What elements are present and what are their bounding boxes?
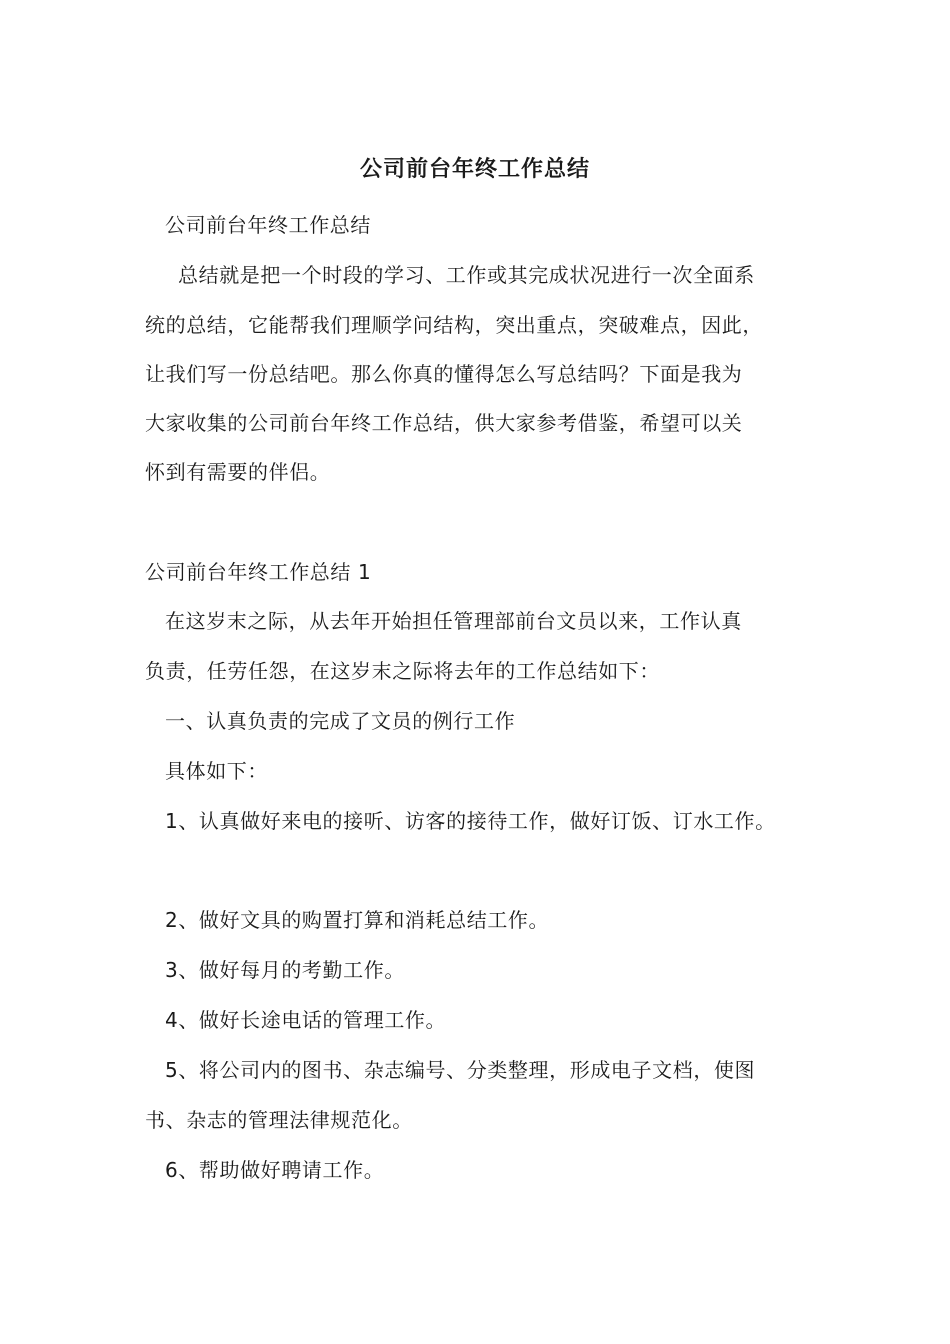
list-item: 4、做好长途电话的管理工作。: [165, 1008, 447, 1032]
intro-line-3: 让我们写一份总结吧。那么你真的懂得怎么写总结吗？下面是我为: [145, 362, 743, 386]
intro-line-2: 统的总结，它能帮我们理顺学问结构，突出重点，突破难点，因此，: [145, 313, 763, 337]
section-para-line-1: 在这岁末之际，从去年开始担任管理部前台文员以来，工作认真: [165, 609, 742, 633]
intro-line-4: 大家收集的公司前台年终工作总结，供大家参考借鉴，希望可以关: [145, 411, 743, 435]
list-item-continuation: 书、杂志的管理法律规范化。: [145, 1108, 413, 1132]
section-para-line-2: 负责，任劳任怨，在这岁末之际将去年的工作总结如下：: [145, 659, 660, 683]
document-title: 公司前台年终工作总结: [359, 157, 590, 182]
list-item: 3、做好每月的考勤工作。: [165, 958, 405, 982]
list-item: 5、将公司内的图书、杂志编号、分类整理，形成电子文档，使图: [165, 1058, 756, 1082]
intro-line-5: 怀到有需要的伴侣。: [145, 460, 331, 484]
document-subtitle: 公司前台年终工作总结: [165, 213, 371, 237]
point-heading: 一、认真负责的完成了文员的例行工作: [165, 709, 516, 733]
intro-line-1: 总结就是把一个时段的学习、工作或其完成状况进行一次全面系: [178, 263, 755, 287]
list-item: 2、做好文具的购置打算和消耗总结工作。: [165, 908, 550, 932]
section-heading: 公司前台年终工作总结 1: [145, 560, 372, 584]
details-label: 具体如下：: [165, 759, 268, 783]
list-item: 1、认真做好来电的接听、访客的接待工作，做好订饭、订水工作。: [165, 809, 776, 833]
list-item: 6、帮助做好聘请工作。: [165, 1158, 385, 1182]
